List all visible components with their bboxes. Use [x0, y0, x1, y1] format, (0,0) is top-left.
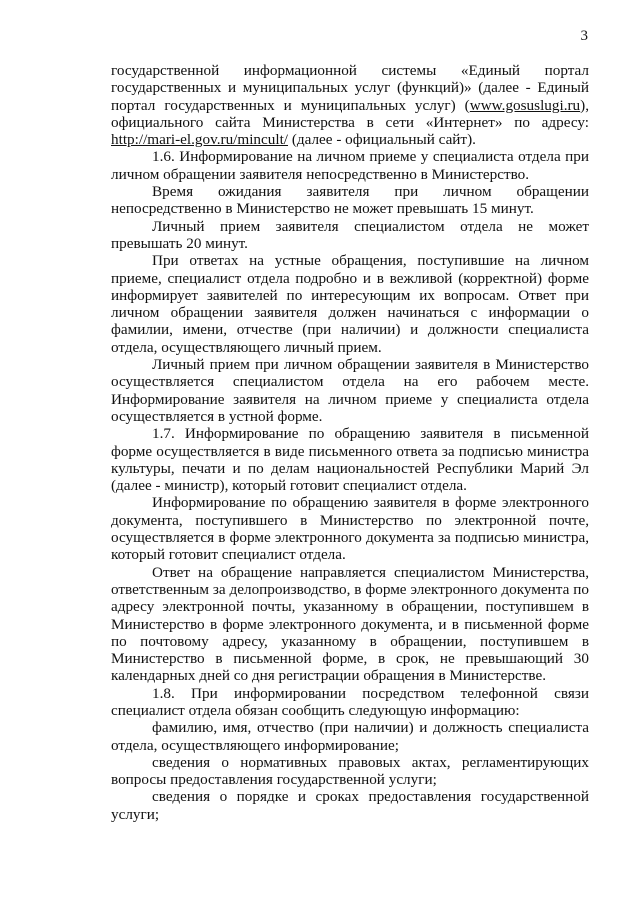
paragraph-1-8: 1.8. При информировании посредством телефонной связи специалист отдела обязан сообщить следующую информацию:: [111, 684, 589, 719]
paragraph-electronic-document: Информирование по обращению заявителя в форме электронного документа, поступившего в Министерство по электронной почте, осуществляется в форме электронного документа за подписью министра, который готовит специалист отдела.: [111, 494, 589, 564]
paragraph-continued-text-a: государственной информационной системы «Единый портал государственных и муниципальных услуг (функций)» (далее - Единый портал государственных и муниципальных услуг) (: [111, 62, 589, 114]
paragraph-answer-sending: Ответ на обращение направляется специалистом Министерства, ответственным за делопроизводство, в форме электронного документа по адресу электронной почты, указанному в обращении, поступившем в Министерство в форме электронного документа, и в письменной форме по почтовому адресу, указанному в обращении, поступившем в Министерство в письменной форме, в срок, не превышающий 30 календарных дней со дня регистрации обращения в Министерстве.: [111, 563, 589, 685]
list-item-legal-acts: сведения о нормативных правовых актах, регламентирующих вопросы предоставления государственной услуги;: [111, 753, 589, 789]
list-item-procedure-terms: сведения о порядке и сроках предоставления государственной услуги;: [111, 788, 589, 823]
paragraph-reception-time: Личный прием заявителя специалистом отдела не может превышать 20 минут.: [111, 217, 589, 252]
paragraph-1-7: 1.7. Информирование по обращению заявителя в письменной форме осуществляется в виде письменного ответа за подписью министра культуры, печати и по делам национальностей Республики Марий Эл (далее - министр), который готовит специалист отдела.: [111, 425, 589, 495]
page-number: 3: [580, 28, 588, 44]
paragraph-waiting-time: Время ожидания заявителя при личном обращении непосредственно в Министерство не может превышать 15 минут.: [111, 183, 589, 218]
paragraph-continued-text-c: (далее - официальный сайт).: [288, 131, 476, 149]
paragraph-reception-place: Личный прием при личном обращении заявителя в Министерство осуществляется специалистом отдела на его рабочем месте. Информирование заявителя на личном приеме у специалиста отдела осуществляется в устной форме.: [111, 356, 589, 425]
official-site-link[interactable]: http://mari-el.gov.ru/mincult/: [111, 131, 289, 149]
gosuslugi-link[interactable]: www.gosuslugi.ru: [469, 96, 581, 114]
paragraph-1-6: 1.6. Информирование на личном приеме у специалиста отдела при личном обращении заявителя непосредственно в Министерство.: [111, 148, 589, 183]
paragraph-oral-answers: При ответах на устные обращения, поступившие на личном приеме, специалист отдела подробно и в вежливой (корректной) форме информирует заявителей по интересующим их вопросам. Ответ при личном обращении заявителя должен начинаться с информации о фамилии, имени, отчестве (при наличии) и должности специалиста отдела, осуществляющего личный прием.: [111, 252, 589, 356]
list-item-name-position: фамилию, имя, отчество (при наличии) и должность специалиста отдела, осуществляющего информирование;: [111, 719, 589, 754]
paragraph-continued-text-b: ), официального сайта Министерства в сети «Интернет» по адресу:: [111, 96, 589, 131]
paragraph-continued: [111, 62, 589, 148]
document-body: [111, 62, 589, 823]
